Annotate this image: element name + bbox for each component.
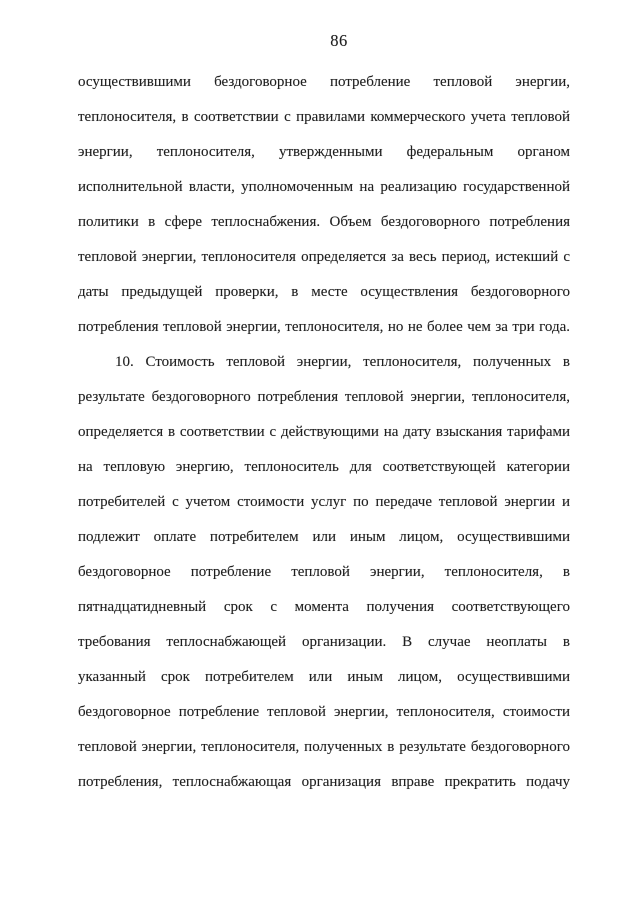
- text-line: осуществившими бездоговорное потребление тепловой энергии,: [78, 74, 570, 90]
- page-number: 86: [330, 31, 348, 50]
- text-line: потребления тепловой энергии, теплоносителя, но не более чем за три года.: [78, 319, 570, 335]
- text-line: потребителей с учетом стоимости услуг по передаче тепловой энергии и: [78, 494, 570, 510]
- text-line: бездоговорное потребление тепловой энергии, теплоносителя, стоимости: [78, 704, 570, 720]
- text-line: указанный срок потребителем или иным лицом, осуществившими: [78, 669, 570, 685]
- text-line: пятнадцатидневный срок с момента получения соответствующего: [78, 599, 570, 615]
- text-line: 10. Стоимость тепловой энергии, теплоносителя, полученных в: [115, 354, 570, 370]
- text-line: потребления, теплоснабжающая организация вправе прекратить подачу: [78, 774, 570, 790]
- document-body-text: [78, 65, 570, 800]
- text-line: энергии, теплоносителя, утвержденными федеральным органом: [78, 144, 570, 160]
- text-line: исполнительной власти, уполномоченным на реализацию государственной: [78, 179, 570, 195]
- text-line: определяется в соответствии с действующими на дату взыскания тарифами: [78, 424, 570, 440]
- text-line: на тепловую энергию, теплоноситель для соответствующей категории: [78, 459, 570, 475]
- text-line: подлежит оплате потребителем или иным лицом, осуществившими: [78, 529, 570, 545]
- text-line: тепловой энергии, теплоносителя, полученных в результате бездоговорного: [78, 739, 570, 755]
- text-line: тепловой энергии, теплоносителя определяется за весь период, истекший с: [78, 249, 570, 265]
- text-line: теплоносителя, в соответствии с правилами коммерческого учета тепловой: [78, 109, 570, 125]
- text-line: требования теплоснабжающей организации. В случае неоплаты в: [78, 634, 570, 650]
- text-line: результате бездоговорного потребления тепловой энергии, теплоносителя,: [78, 389, 570, 405]
- text-line: бездоговорное потребление тепловой энергии, теплоносителя, в: [78, 564, 570, 580]
- text-line: политики в сфере теплоснабжения. Объем бездоговорного потребления: [78, 214, 570, 230]
- text-line: даты предыдущей проверки, в месте осуществления бездоговорного: [78, 284, 570, 300]
